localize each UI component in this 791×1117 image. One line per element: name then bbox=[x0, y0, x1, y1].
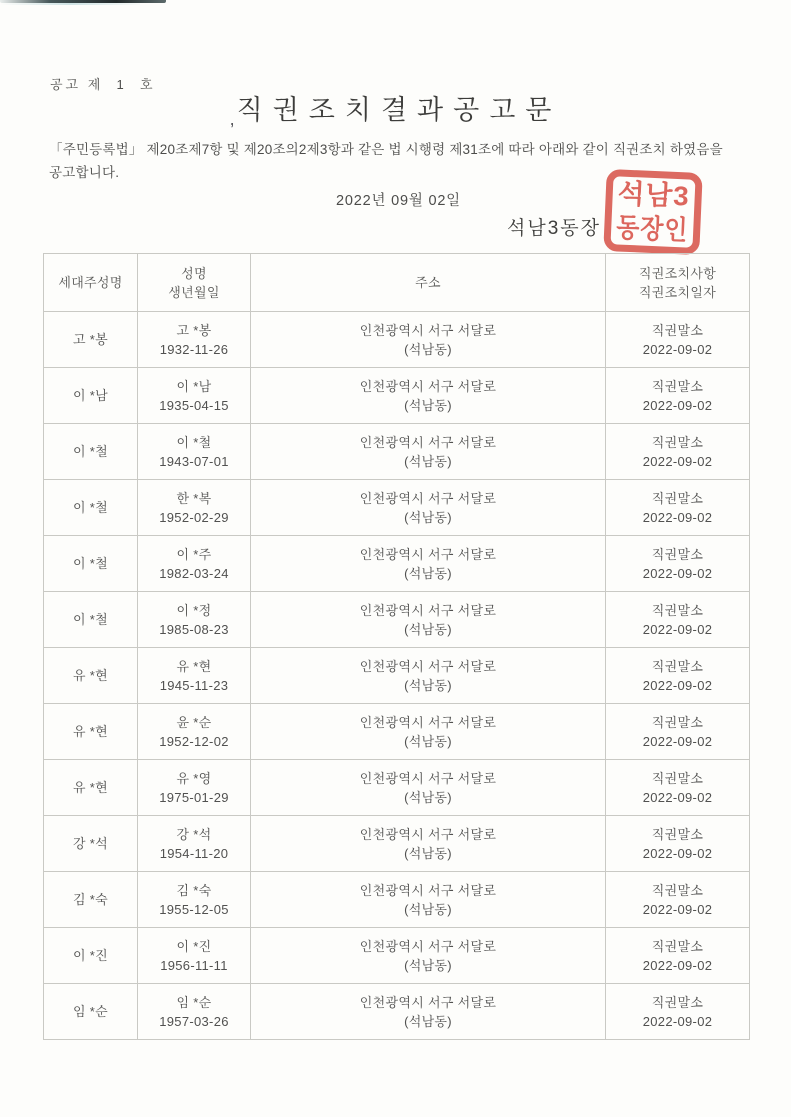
seal-text-line2: 동장인 bbox=[615, 212, 699, 246]
address-cell: 인천광역시 서구 서달로 (석남동) bbox=[251, 816, 606, 872]
name-birth-cell: 김 *숙 1955-12-05 bbox=[138, 872, 251, 928]
action-cell: 직권말소 2022-09-02 bbox=[606, 312, 750, 368]
name-birth-cell: 유 *영 1975-01-29 bbox=[138, 760, 251, 816]
table-row bbox=[44, 648, 750, 704]
issue-date: 2022년 09월 02일 bbox=[336, 193, 461, 209]
name-birth-cell: 고 *봉 1932-11-26 bbox=[138, 312, 251, 368]
table-row bbox=[44, 928, 750, 984]
name-birth-cell: 이 *남 1935-04-15 bbox=[138, 368, 251, 424]
householder-cell: 고 *봉 bbox=[44, 312, 138, 368]
scan-mark: , bbox=[229, 109, 235, 129]
address-cell: 인천광역시 서구 서달로 (석남동) bbox=[251, 704, 606, 760]
table-row bbox=[44, 480, 750, 536]
householder-cell: 유 *현 bbox=[44, 760, 138, 816]
table-header-row bbox=[44, 254, 750, 312]
householder-cell: 이 *철 bbox=[44, 536, 138, 592]
action-cell: 직권말소 2022-09-02 bbox=[606, 424, 750, 480]
householder-cell: 이 *철 bbox=[44, 592, 138, 648]
action-cell: 직권말소 2022-09-02 bbox=[606, 760, 750, 816]
address-cell: 인천광역시 서구 서달로 (석남동) bbox=[251, 760, 606, 816]
householder-cell: 유 *현 bbox=[44, 704, 138, 760]
title-row bbox=[0, 88, 791, 130]
address-cell: 인천광역시 서구 서달로 (석남동) bbox=[251, 424, 606, 480]
table-row bbox=[44, 704, 750, 760]
address-cell: 인천광역시 서구 서달로 (석남동) bbox=[251, 872, 606, 928]
page-title: 직권조치결과공고문 bbox=[236, 95, 562, 125]
action-cell: 직권말소 2022-09-02 bbox=[606, 928, 750, 984]
notice-body-line1: 「주민등록법」 제20조제7항 및 제20조의2제3항과 같은 법 시행령 제31조에 따라 아래와 같이 직권조치 하였음을 bbox=[49, 142, 723, 157]
action-cell: 직권말소 2022-09-02 bbox=[606, 368, 750, 424]
table-row bbox=[44, 536, 750, 592]
address-cell: 인천광역시 서구 서달로 (석남동) bbox=[251, 536, 606, 592]
householder-cell: 이 *철 bbox=[44, 424, 138, 480]
action-cell: 직권말소 2022-09-02 bbox=[606, 648, 750, 704]
name-birth-cell: 윤 *순 1952-12-02 bbox=[138, 704, 251, 760]
name-birth-cell: 강 *석 1954-11-20 bbox=[138, 816, 251, 872]
address-cell: 인천광역시 서구 서달로 (석남동) bbox=[251, 592, 606, 648]
table-row bbox=[44, 872, 750, 928]
address-cell: 인천광역시 서구 서달로 (석남동) bbox=[251, 928, 606, 984]
householder-cell: 이 *진 bbox=[44, 928, 138, 984]
name-birth-cell: 유 *현 1945-11-23 bbox=[138, 648, 251, 704]
table-row bbox=[44, 984, 750, 1040]
notice-number: 공고 제 1 호 bbox=[50, 77, 156, 92]
col-header-action: 직권조치사항 직권조치일자 bbox=[606, 254, 750, 312]
col-header-address: 주소 bbox=[251, 254, 606, 312]
seal-text-line1: 석남3 bbox=[617, 178, 689, 212]
action-cell: 직권말소 2022-09-02 bbox=[606, 480, 750, 536]
householder-cell: 유 *현 bbox=[44, 648, 138, 704]
householder-cell: 임 *순 bbox=[44, 984, 138, 1040]
action-cell: 직권말소 2022-09-02 bbox=[606, 536, 750, 592]
notice-body-line2: 공고합니다. bbox=[49, 165, 120, 180]
signer-title: 석남3동장 bbox=[507, 218, 601, 239]
table-row bbox=[44, 368, 750, 424]
householder-cell: 이 *남 bbox=[44, 368, 138, 424]
address-cell: 인천광역시 서구 서달로 (석남동) bbox=[251, 984, 606, 1040]
householder-cell: 이 *철 bbox=[44, 480, 138, 536]
name-birth-cell: 임 *순 1957-03-26 bbox=[138, 984, 251, 1040]
scan-artifact-glow bbox=[0, 3, 140, 5]
name-birth-cell: 이 *철 1943-07-01 bbox=[138, 424, 251, 480]
address-cell: 인천광역시 서구 서달로 (석남동) bbox=[251, 312, 606, 368]
name-birth-cell: 이 *정 1985-08-23 bbox=[138, 592, 251, 648]
action-cell: 직권말소 2022-09-02 bbox=[606, 872, 750, 928]
notice-table bbox=[43, 253, 750, 1040]
table-row bbox=[44, 312, 750, 368]
action-cell: 직권말소 2022-09-02 bbox=[606, 592, 750, 648]
address-cell: 인천광역시 서구 서달로 (석남동) bbox=[251, 368, 606, 424]
table-row bbox=[44, 816, 750, 872]
householder-cell: 김 *숙 bbox=[44, 872, 138, 928]
address-cell: 인천광역시 서구 서달로 (석남동) bbox=[251, 480, 606, 536]
action-cell: 직권말소 2022-09-02 bbox=[606, 816, 750, 872]
action-cell: 직권말소 2022-09-02 bbox=[606, 984, 750, 1040]
address-cell: 인천광역시 서구 서달로 (석남동) bbox=[251, 648, 606, 704]
name-birth-cell: 이 *주 1982-03-24 bbox=[138, 536, 251, 592]
table-row bbox=[44, 424, 750, 480]
col-header-name-birth: 성명 생년월일 bbox=[138, 254, 251, 312]
name-birth-cell: 이 *진 1956-11-11 bbox=[138, 928, 251, 984]
action-cell: 직권말소 2022-09-02 bbox=[606, 704, 750, 760]
householder-cell: 강 *석 bbox=[44, 816, 138, 872]
notice-table-body bbox=[44, 312, 750, 1040]
col-header-householder: 세대주성명 bbox=[44, 254, 138, 312]
official-seal-stamp-icon bbox=[602, 168, 704, 256]
table-row bbox=[44, 760, 750, 816]
table-row bbox=[44, 592, 750, 648]
name-birth-cell: 한 *복 1952-02-29 bbox=[138, 480, 251, 536]
